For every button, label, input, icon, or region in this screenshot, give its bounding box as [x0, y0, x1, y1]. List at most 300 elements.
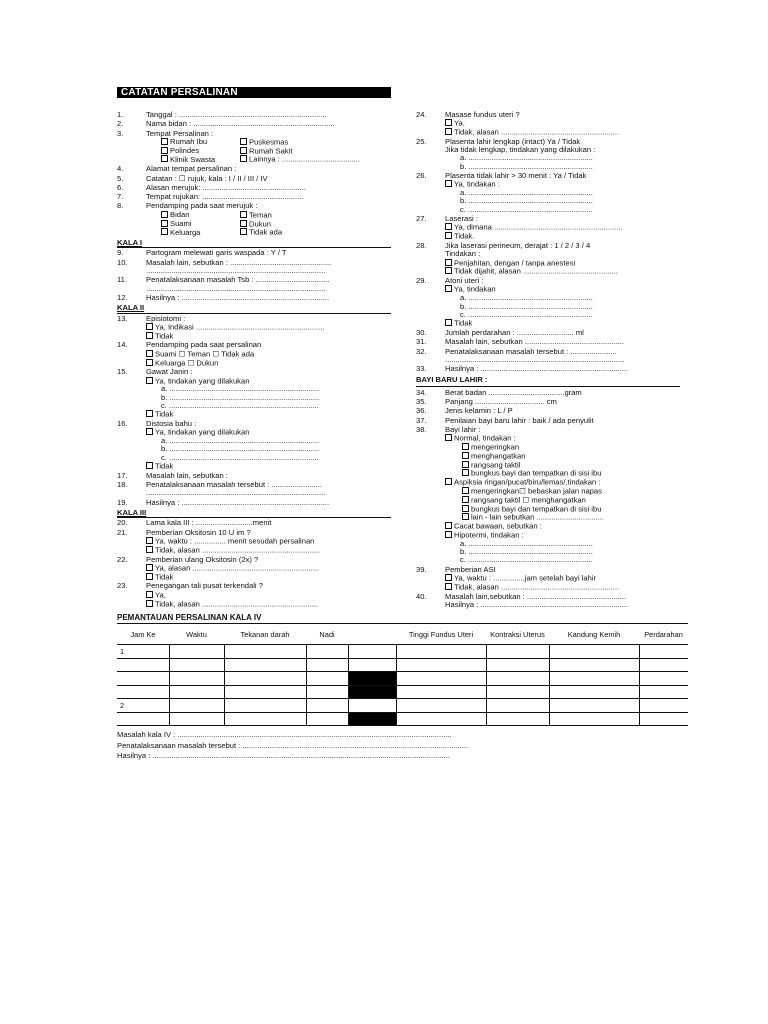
option-row	[416, 522, 680, 531]
checkbox[interactable]	[146, 359, 153, 366]
table-cell[interactable]	[348, 645, 396, 659]
checkbox[interactable]	[445, 574, 452, 581]
item-text: Penatalaksanaan masalah tersebut : ........................	[146, 481, 323, 490]
option-row	[416, 285, 680, 294]
section-heading: KALA II	[117, 304, 391, 313]
option-label: Ya,	[155, 590, 166, 600]
checkbox[interactable]	[462, 443, 469, 450]
form-item	[416, 338, 680, 346]
checkbox[interactable]	[240, 155, 247, 162]
item-number: 19.	[117, 497, 128, 507]
form-title: CATATAN PERSALINAN	[117, 87, 391, 98]
item-number: 34.	[416, 387, 427, 397]
item-number: 7.	[117, 192, 124, 202]
option-row	[117, 410, 391, 419]
item-text: Jenis kelamin : L / P	[445, 407, 513, 416]
kala4-hasil: Hasilnya : .............................................................................................................................................	[117, 751, 450, 760]
form-item	[117, 111, 391, 119]
right-column	[416, 110, 680, 609]
checkbox[interactable]	[240, 220, 247, 227]
table-header-cell: Tinggi Fundus Uteri	[396, 624, 486, 645]
option-row	[117, 350, 391, 359]
item-number: 25.	[416, 136, 427, 146]
table-cell[interactable]	[549, 699, 639, 713]
option-label: Tidak, alasan ........................................................	[454, 128, 620, 137]
fill-line: c. .......................................................................	[161, 402, 319, 410]
item-text: Plasenta tidak lahir > 30 menit : Ya / Tidak	[445, 172, 587, 181]
table-cell[interactable]	[306, 712, 348, 726]
checkbox[interactable]	[240, 211, 247, 218]
fill-line: b. .......................................................................	[161, 445, 320, 454]
continuation-line: Tindakan :	[445, 250, 481, 259]
option-label: Keluarga ☐ Dukun	[155, 358, 219, 368]
option-label: Ya, tindakan yang dilakukan	[155, 428, 250, 437]
table-cell[interactable]	[639, 685, 688, 699]
table-cell[interactable]	[306, 685, 348, 699]
item-number: 15.	[117, 367, 128, 377]
item-text: Plasenta lahir lengkap (intact) Ya / Tidak	[445, 137, 581, 146]
table-cell[interactable]	[224, 672, 306, 686]
option-row	[416, 461, 680, 470]
form-item	[416, 407, 680, 415]
item-text: Masalah lain, sebutkan ...............................................	[445, 338, 624, 347]
item-number: 24.	[416, 110, 427, 119]
kala4-table	[117, 623, 688, 726]
table-header-cell: Nadi	[306, 624, 348, 645]
item-text: Pendamping pada saat persalinan	[146, 341, 262, 350]
option-label: bungkus bayi dan tempatkan di sisi ibu	[471, 504, 602, 514]
table-cell[interactable]	[549, 645, 639, 659]
table-cell[interactable]	[549, 712, 639, 726]
table-cell[interactable]	[169, 658, 224, 672]
jam-ke-cell: 2	[117, 699, 169, 713]
form-item	[117, 130, 391, 138]
checkbox[interactable]	[146, 537, 153, 544]
item-number: 10.	[117, 257, 128, 267]
form-item	[117, 341, 391, 349]
form-item	[416, 242, 680, 250]
option-row	[117, 147, 391, 156]
item-text: Masase fundus uteri ?	[445, 111, 520, 119]
table-cell[interactable]	[306, 645, 348, 659]
checkbox[interactable]	[445, 531, 452, 538]
table-row	[117, 712, 688, 726]
fill-line: b. ...........................................................	[460, 302, 593, 311]
table-cell[interactable]	[348, 658, 396, 672]
option-row	[416, 478, 680, 487]
form-item	[117, 184, 391, 192]
item-text: Gawat Janin :	[146, 368, 193, 377]
item-number: 6.	[117, 182, 124, 192]
item-number: 5.	[117, 173, 124, 183]
form-item	[117, 175, 391, 183]
checkbox[interactable]	[146, 462, 153, 469]
table-cell[interactable]	[549, 672, 639, 686]
checkbox[interactable]	[445, 119, 452, 126]
option-label: Rumah Ibu	[170, 137, 208, 147]
item-number: 26.	[416, 171, 427, 181]
item-number: 12.	[117, 292, 128, 302]
item-text: Partogram melewati garis waspada : Y / T	[146, 249, 287, 258]
checkbox[interactable]	[240, 228, 247, 235]
item-text: Laserasi :	[445, 215, 478, 224]
item-text: Masalah lain, sebutkan :	[146, 471, 228, 480]
checkbox[interactable]	[161, 138, 168, 145]
kala4-title: PEMANTAUAN PERSALINAN KALA IV	[117, 613, 262, 622]
table-cell[interactable]	[639, 712, 688, 726]
table-cell[interactable]	[486, 645, 549, 659]
checkbox[interactable]	[445, 583, 452, 590]
jam-ke-cell	[117, 658, 169, 672]
checkbox[interactable]	[445, 259, 452, 266]
option-label: Tidak	[155, 462, 174, 471]
checkbox[interactable]	[146, 323, 153, 330]
fill-line: b. ...........................................................	[460, 197, 593, 206]
item-number: 37.	[416, 415, 427, 425]
table-cell[interactable]	[486, 699, 549, 713]
table-cell[interactable]	[639, 699, 688, 713]
table-cell[interactable]	[306, 658, 348, 672]
checkbox[interactable]	[146, 428, 153, 435]
left-column	[117, 110, 391, 608]
item-number: 21.	[117, 527, 128, 537]
option-row	[117, 546, 391, 555]
checkbox[interactable]	[462, 513, 469, 520]
fill-line: b. .......................................................................	[161, 393, 320, 402]
option-label: Rumah Sakit	[249, 146, 293, 156]
item-text: Masalah lain,sebutkan : ...............................................	[445, 592, 627, 601]
option-row	[416, 232, 680, 241]
option-label: Tidak	[155, 410, 174, 419]
checkbox[interactable]	[445, 128, 452, 135]
table-row	[117, 699, 688, 713]
option-label: Suami	[170, 219, 192, 229]
option-label: Dukun	[249, 219, 271, 229]
item-text: Episiotomi :	[146, 314, 186, 323]
table-cell[interactable]	[169, 699, 224, 713]
kala4-penatalaksanaan: Penatalaksanaan masalah tersebut : ...........................................................................................................	[117, 740, 469, 750]
option-label: Ya, Indikasi .............................................................	[155, 322, 325, 332]
checkbox[interactable]	[445, 319, 452, 326]
checkbox[interactable]	[462, 496, 469, 503]
checkbox[interactable]	[445, 180, 452, 187]
checkbox[interactable]	[445, 267, 452, 274]
table-cell[interactable]	[306, 672, 348, 686]
checkbox[interactable]	[161, 220, 168, 227]
checkbox[interactable]	[445, 478, 452, 485]
table-cell[interactable]	[348, 685, 396, 699]
option-row	[416, 319, 680, 328]
fill-line: c. ...........................................................	[460, 205, 593, 214]
continuation-line: .....................................................................................	[445, 355, 625, 364]
form-item	[117, 193, 391, 201]
continuation-line: .....................................................................................	[146, 267, 326, 276]
item-number: 3.	[117, 128, 124, 138]
fill-line: b. ...........................................................	[460, 548, 593, 557]
kala4-masalah: Masalah kala IV : ..................................................................................................................................	[117, 730, 452, 739]
checkbox[interactable]	[161, 155, 168, 162]
fill-line: c. ...........................................................	[460, 310, 593, 319]
option-label: Tidak dijahit, alasan .............................................	[454, 267, 618, 276]
option-label: Ya, tindakan	[454, 285, 496, 294]
table-cell[interactable]	[396, 672, 486, 686]
option-label: Tidak	[454, 319, 473, 328]
checkbox[interactable]	[161, 211, 168, 218]
checkbox[interactable]	[445, 285, 452, 292]
table-header-cell: Tekanan darah	[224, 624, 306, 645]
table-cell[interactable]	[224, 712, 306, 726]
item-text: Distosia bahu :	[146, 420, 197, 429]
option-label: Tidak.	[454, 232, 475, 241]
fill-line: a. ...........................................................	[460, 189, 593, 198]
table-cell[interactable]	[169, 672, 224, 686]
table-cell[interactable]	[396, 658, 486, 672]
checkbox[interactable]	[146, 546, 153, 553]
checkbox[interactable]	[240, 147, 247, 154]
checkbox[interactable]	[146, 410, 153, 417]
option-row	[117, 155, 391, 164]
item-number: 29.	[416, 276, 427, 286]
item-text: Tanggal : ......................................................................	[146, 111, 327, 119]
table-cell[interactable]	[224, 685, 306, 699]
item-number: 28.	[416, 240, 427, 250]
table-header-cell: Waktu	[169, 624, 224, 645]
table-cell[interactable]	[224, 645, 306, 659]
option-row	[416, 180, 680, 189]
item-number: 35.	[416, 397, 427, 406]
item-number: 36.	[416, 406, 427, 416]
form-item	[117, 249, 391, 257]
item-text: Hasilnya : ......................................................................	[146, 293, 330, 302]
option-row	[117, 332, 391, 341]
item-number: 14.	[117, 340, 128, 350]
option-row	[416, 434, 680, 443]
item-text: Pemberian ASI	[445, 565, 496, 574]
table-cell[interactable]	[549, 658, 639, 672]
table-header-cell: Jam Ke	[117, 624, 169, 645]
table-row	[117, 685, 688, 699]
jam-ke-cell	[117, 712, 169, 726]
item-number: 9.	[117, 248, 124, 258]
item-number: 27.	[416, 214, 427, 224]
checkbox[interactable]	[445, 434, 452, 441]
item-text: Penilaian bayi baru lahir : baik / ada penyulit	[445, 416, 594, 425]
fill-line: c. .......................................................................	[161, 453, 319, 462]
checkbox[interactable]	[146, 600, 153, 607]
option-label: Ya, tindakan yang dilakukan	[155, 376, 250, 386]
item-number: 20.	[117, 518, 128, 528]
jam-ke-cell	[117, 685, 169, 699]
checkbox[interactable]	[462, 505, 469, 512]
form-item	[416, 417, 680, 425]
option-row	[416, 583, 680, 592]
checkbox[interactable]	[462, 487, 469, 494]
form-item	[416, 593, 680, 601]
form-item	[117, 582, 391, 590]
checkbox[interactable]	[462, 461, 469, 468]
table-cell[interactable]	[396, 712, 486, 726]
option-row	[117, 428, 391, 437]
fill-line: a. ...........................................................	[460, 154, 593, 163]
option-label: Tidak, alasan ........................................................	[155, 545, 321, 555]
option-label: Bidan	[170, 210, 190, 220]
item-number: 22.	[117, 554, 128, 564]
item-text: Jumlah perdarahan : ........................... ml	[445, 328, 584, 337]
item-number: 8.	[117, 201, 124, 211]
table-cell[interactable]	[169, 712, 224, 726]
table-header-row	[117, 624, 688, 645]
fill-line: a. .......................................................................	[161, 385, 320, 394]
checkbox[interactable]	[445, 232, 452, 239]
fill-line: b. ...........................................................	[460, 162, 593, 171]
form-item	[416, 111, 680, 119]
option-label: Normal, tindakan :	[454, 434, 516, 443]
option-row	[117, 220, 391, 229]
form-item	[117, 276, 391, 284]
option-label: rangsang taktil	[471, 460, 521, 470]
section-heading: KALA I	[117, 239, 391, 248]
form-item	[117, 420, 391, 428]
form-item	[416, 365, 680, 373]
item-text: Penatalaksanaan masalah Tsb : ...................................	[146, 276, 330, 285]
form-item	[117, 368, 391, 376]
checkbox[interactable]	[146, 573, 153, 580]
checkbox[interactable]	[146, 350, 153, 357]
form-item	[416, 172, 680, 180]
option-row	[416, 128, 680, 137]
fill-line: a. ...........................................................	[460, 539, 593, 548]
option-label: Ya, alasan ............................................................	[155, 563, 320, 573]
checkbox[interactable]	[146, 564, 153, 571]
option-row	[416, 259, 680, 268]
checkbox[interactable]	[146, 591, 153, 598]
table-cell[interactable]	[639, 658, 688, 672]
checkbox[interactable]	[445, 223, 452, 230]
item-text: Panjang ................................. cm	[445, 398, 557, 406]
table-cell[interactable]	[549, 685, 639, 699]
table-cell[interactable]	[348, 672, 396, 686]
item-text: Nama bidan : ...................................................................	[146, 120, 335, 129]
jam-ke-cell: 1	[117, 645, 169, 659]
item-text: Bayi lahir :	[445, 425, 481, 434]
checkbox[interactable]	[445, 522, 452, 529]
item-text: Pendamping pada saat merujuk :	[146, 202, 258, 211]
option-row	[416, 531, 680, 540]
form-item	[117, 294, 391, 302]
table-header-cell: Kandung Kemih	[549, 624, 639, 645]
option-row	[117, 591, 391, 600]
checkbox[interactable]	[462, 452, 469, 459]
item-text: Lama kala III : ...........................menit	[146, 519, 272, 528]
option-row	[416, 513, 680, 522]
fill-line: c. ...........................................................	[460, 556, 593, 565]
option-row	[117, 537, 391, 546]
table-cell[interactable]	[396, 645, 486, 659]
table-cell[interactable]	[396, 685, 486, 699]
option-row	[117, 323, 391, 332]
checkbox[interactable]	[161, 147, 168, 154]
checkbox[interactable]	[146, 332, 153, 339]
table-cell[interactable]	[348, 699, 396, 713]
table-row	[117, 672, 688, 686]
form-item	[416, 277, 680, 285]
option-row	[416, 487, 680, 496]
option-row	[117, 600, 391, 609]
table-cell[interactable]	[348, 712, 396, 726]
table-cell[interactable]	[306, 699, 348, 713]
item-text: Jika laserasi perineum, derajat : 1 / 2 / 3 / 4	[445, 241, 591, 250]
option-label: Tidak ada	[249, 228, 283, 237]
form-item	[117, 202, 391, 210]
option-label: Cacat bawaan, sebutkan :	[454, 522, 542, 531]
checkbox[interactable]	[462, 469, 469, 476]
item-number: 13.	[117, 313, 128, 323]
table-cell[interactable]	[639, 672, 688, 686]
item-number: 33.	[416, 364, 427, 374]
form-item	[117, 519, 391, 527]
option-row	[117, 573, 391, 582]
table-cell[interactable]	[486, 685, 549, 699]
section-heading: KALA III	[117, 509, 391, 518]
item-text: Catatan : ☐ rujuk, kala : I / II / III / IV	[146, 174, 268, 183]
item-text: Atoni uteri :	[445, 277, 484, 286]
form-item	[416, 329, 680, 337]
item-text: Alasan merujuk: .................................................	[146, 183, 306, 192]
table-header-cell: Perdarahan	[639, 624, 688, 645]
table-cell[interactable]	[169, 685, 224, 699]
item-text: Penegangan tali pusat terkendali ?	[146, 582, 263, 591]
option-label: Ya, waktu : ...............jam setelah bayi lahir	[454, 573, 597, 583]
checkbox[interactable]	[161, 228, 168, 235]
option-label: mengeringkan	[471, 442, 520, 452]
checkbox[interactable]	[146, 377, 153, 384]
jam-ke-cell	[117, 672, 169, 686]
item-number: 40.	[416, 591, 427, 601]
item-number: 1.	[117, 110, 124, 119]
option-row	[416, 505, 680, 514]
option-row	[416, 443, 680, 452]
option-row	[117, 211, 391, 220]
form-item	[117, 259, 391, 267]
option-row	[416, 496, 680, 505]
option-row	[416, 267, 680, 276]
option-label: Tidak	[155, 331, 174, 341]
table-cell[interactable]	[486, 672, 549, 686]
table-cell[interactable]	[396, 699, 486, 713]
option-label: Ya, dimana .............................................................	[454, 223, 623, 232]
form-item	[416, 566, 680, 574]
table-cell[interactable]	[639, 645, 688, 659]
checkbox[interactable]	[240, 138, 247, 145]
table-cell[interactable]	[486, 712, 549, 726]
item-text: Penatalaksanaan masalah tersebut : ......................	[445, 347, 617, 356]
table-cell[interactable]	[169, 645, 224, 659]
table-cell[interactable]	[224, 658, 306, 672]
table-cell[interactable]	[486, 658, 549, 672]
item-number: 30.	[416, 327, 427, 337]
form-item	[117, 315, 391, 323]
item-number: 16.	[117, 419, 128, 429]
item-text: Berat badan ....................................gram	[445, 388, 582, 397]
option-label: mengeringkan☐ bebaskan jalan napas	[471, 486, 602, 496]
option-row	[416, 469, 680, 478]
item-text: Hasilnya : ......................................................................	[146, 498, 330, 507]
option-label: Ya.	[454, 119, 465, 128]
table-cell[interactable]	[224, 699, 306, 713]
form-item	[416, 215, 680, 223]
option-row	[117, 377, 391, 386]
option-label: Tidak	[155, 572, 174, 582]
